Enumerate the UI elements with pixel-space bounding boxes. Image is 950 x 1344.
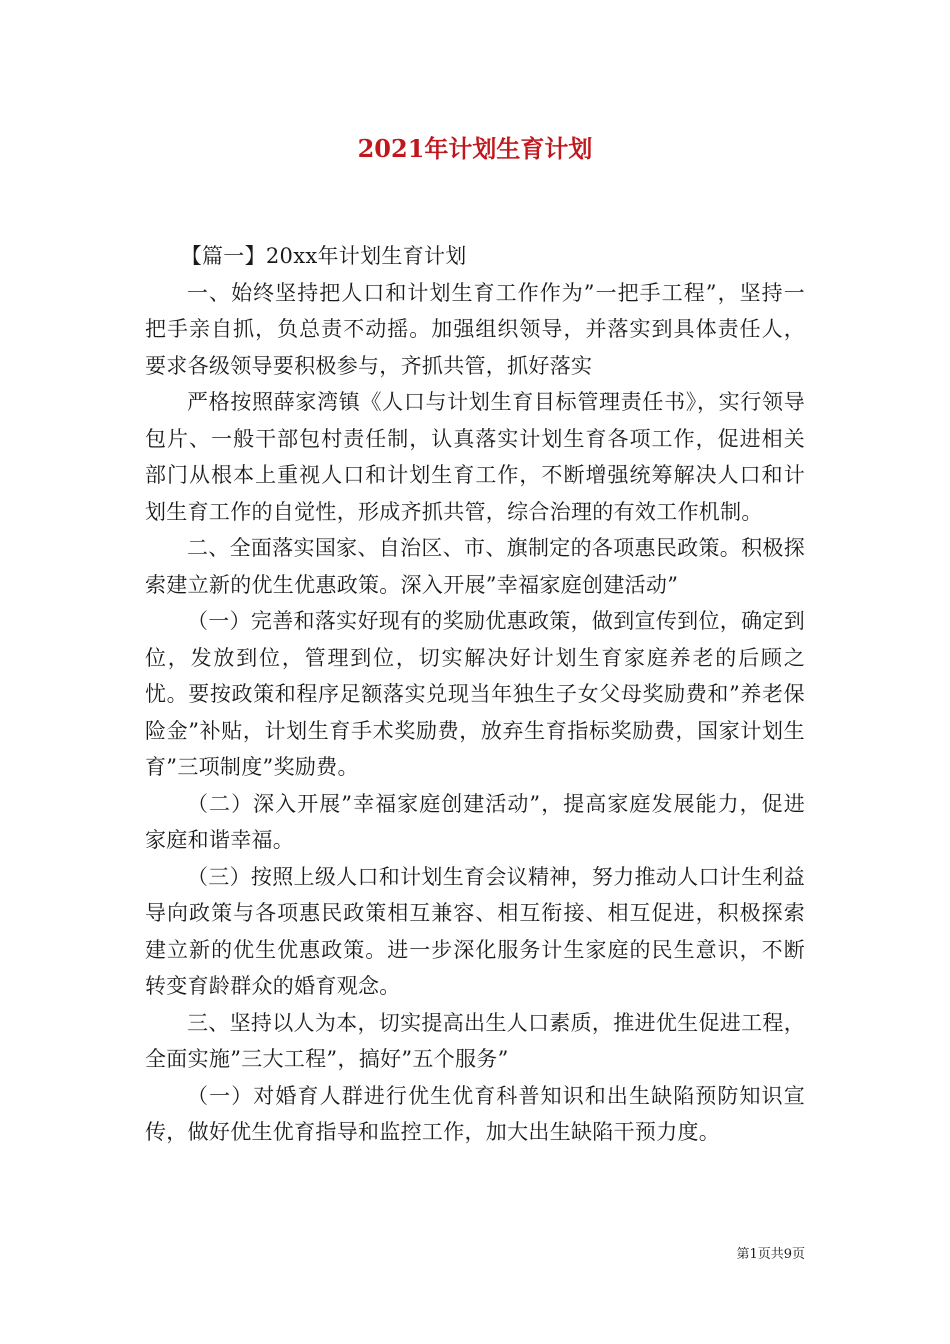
page-number-footer: 第1页共9页 — [736, 1247, 805, 1262]
paragraph-6: （三）按照上级人口和计划生育会议精神，努力推动人口计生利益导向政策与各项惠民政策相互兼容、相互衔接、相互促进，积极探索建立新的优生优惠政策。进一步深化服务计生家庭的民生意识，不断转变育龄群众的婚育观念。 — [145, 864, 805, 998]
paragraph-5: （二）深入开展”幸福家庭创建活动”，提高家庭发展能力，促进家庭和谐幸福。 — [145, 791, 805, 852]
paragraph-section-heading: 【篇一】20xx年计划生育计划 — [180, 244, 467, 268]
paragraph-7: 三、坚持以人为本，切实提高出生人口素质，推进优生促进工程，全面实施”三大工程”，搞好”五个服务” — [145, 1010, 805, 1071]
paragraph-8: （一）对婚育人群进行优生优育科普知识和出生缺陷预防知识宣传，做好优生优育指导和监控工作，加大出生缺陷干预力度。 — [145, 1083, 805, 1144]
document-body — [145, 238, 805, 1151]
paragraph-2: 严格按照薛家湾镇《人口与计划生育目标管理责任书》，实行领导包片、一般干部包村责任制，认真落实计划生育各项工作，促进相关部门从根本上重视人口和计划生育工作，不断增强统筹解决人口和计划生育工作的自觉性，形成齐抓共管，综合治理的有效工作机制。 — [145, 390, 805, 524]
document-title: 2021年计划生育计划 — [357, 134, 593, 163]
paragraph-4: （一）完善和落实好现有的奖励优惠政策，做到宣传到位，确定到位，发放到位，管理到位，切实解决好计划生育家庭养老的后顾之忧。要按政策和程序足额落实兑现当年独生子女父母奖励费和”养老保险金”补贴，计划生育手术奖励费，放弃生育指标奖励费，国家计划生育”三项制度”奖励费。 — [145, 609, 805, 779]
paragraph-1: 一、始终坚持把人口和计划生育工作作为”一把手工程”，坚持一把手亲自抓，负总责不动摇。加强组织领导，并落实到具体责任人，要求各级领导要积极参与，齐抓共管，抓好落实 — [145, 280, 805, 378]
paragraph-3: 二、全面落实国家、自治区、市、旗制定的各项惠民政策。积极探索建立新的优生优惠政策。深入开展”幸福家庭创建活动” — [145, 536, 805, 597]
